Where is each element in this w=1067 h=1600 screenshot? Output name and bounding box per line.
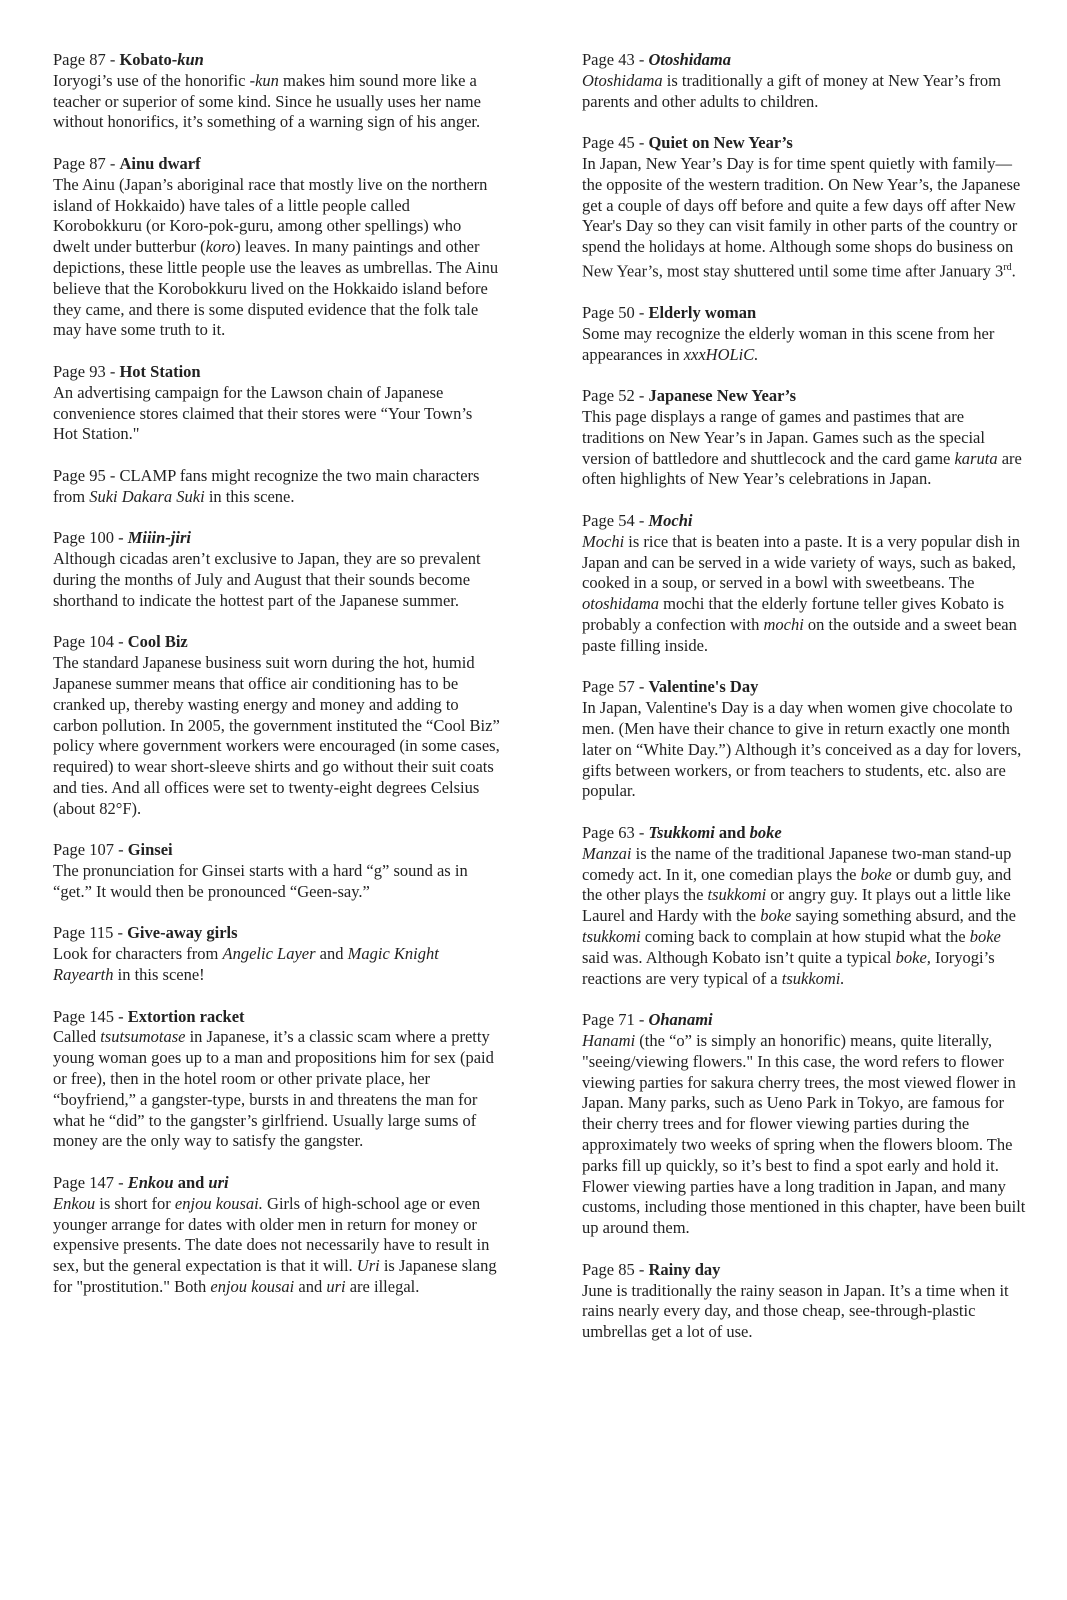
note-page-52-japanese-new-year-s [582, 386, 1027, 490]
note-page-63-tsukkomi-and-boke [582, 823, 1027, 989]
text-run: is Japanese slang for "prostitution." Both [53, 1256, 497, 1297]
text-run: are illegal. [345, 1277, 420, 1297]
italic-text: tsukkomi [707, 885, 767, 905]
note-page-100-miiin-jiri [53, 528, 501, 611]
italic-text: koro [205, 237, 236, 257]
separator: - [105, 50, 120, 69]
text-run: The Ainu (Japan’s aboriginal race that mostly live on the northern island of Hokkaido) have tales of a little people called Korobokkuru (or Koro-pok-guru, among other spellings) who dwelt under butterbur ( [53, 174, 488, 257]
separator: - [113, 840, 128, 860]
italic-text: Ohanami [648, 1010, 713, 1030]
italic-text: boke [860, 864, 892, 884]
italic-text: tsutsumotase [100, 1027, 186, 1047]
separator: - [634, 1010, 649, 1030]
italic-text: Magic Knight Rayearth [53, 944, 439, 985]
text-run: . [1011, 261, 1016, 281]
italic-text: Suki Dakara Suki [89, 486, 205, 506]
note-page-45-quiet-on-new-year-s [582, 133, 1027, 282]
note-title [119, 50, 203, 69]
note-body [53, 861, 501, 903]
note-body [582, 407, 1027, 490]
separator: - [634, 303, 649, 323]
note-heading [53, 362, 501, 383]
text-run: Quiet on New Year’s [648, 133, 793, 153]
note-heading [53, 466, 501, 508]
note-title [119, 154, 200, 173]
italic-text: Miiin-jiri [127, 528, 191, 548]
note-title [648, 1010, 712, 1029]
note-body [582, 844, 1027, 990]
italic-text: Otoshidama [582, 70, 663, 90]
text-run: Japanese New Year’s [648, 386, 797, 406]
note-title [648, 386, 796, 405]
italic-text: boke [760, 906, 792, 926]
separator: - [634, 50, 649, 69]
text-run: is short for [95, 1193, 175, 1213]
separator: - [634, 677, 649, 697]
page-reference: Page 95 [53, 465, 106, 485]
note-body [53, 1194, 501, 1298]
page-reference: Page 45 [582, 133, 635, 153]
text-run: and [294, 1277, 327, 1297]
text-run: and [315, 944, 348, 964]
italic-text: boke [969, 926, 1001, 946]
page-reference: Page 107 [53, 840, 114, 860]
note-title [128, 840, 173, 859]
text-run: In Japan, Valentine's Day is a day when women give chocolate to men. (Men have their chance to give in return exactly one month later on “White Day.”) Although it’s conceived as a day for lovers, gifts between workers, or from teachers to students, etc. also are popular. [582, 698, 1022, 801]
text-run: and [173, 1173, 209, 1193]
note-page-54-mochi [582, 511, 1027, 657]
text-run: said was. Although Kobato isn’t quite a typical [582, 947, 896, 967]
note-page-104-cool-biz [53, 632, 501, 819]
italic-text: Uri [356, 1256, 380, 1276]
note-body [582, 71, 1027, 113]
note-page-115-give-away-girls [53, 923, 501, 985]
text-run: This page displays a range of games and pastimes that are traditions on New Year’s in Japan. Games such as the special version of battledore and shuttlecock and the card game [582, 407, 985, 468]
note-heading [582, 511, 1027, 532]
note-title [648, 677, 758, 696]
text-run: Ioryogi’s reactions are very typical of a [582, 947, 995, 988]
italic-text: Angelic Layer [222, 944, 316, 964]
note-title [648, 133, 792, 152]
note-body [582, 698, 1027, 802]
separator: - [105, 465, 120, 485]
separator: - [634, 386, 649, 406]
separator: - [113, 923, 128, 943]
note-title [127, 923, 237, 942]
text-run: Valentine's Day [648, 677, 759, 697]
italic-text: uri [208, 1173, 229, 1193]
text-run: coming back to complain at how stupid what the [640, 926, 970, 946]
note-heading [582, 50, 1027, 71]
note-body [53, 383, 501, 445]
text-run: Hot Station [119, 361, 201, 381]
page-reference: Page 104 [53, 632, 114, 652]
page-reference: Page 50 [582, 303, 635, 323]
note-heading [582, 677, 1027, 698]
page-reference: Page 71 [582, 1010, 635, 1030]
text-run: Extortion racket [127, 1006, 245, 1026]
note-heading [582, 1260, 1027, 1281]
page-reference: Page 145 [53, 1006, 114, 1026]
note-page-145-extortion-racket [53, 1007, 501, 1153]
text-run: Girls of high-school age or even younger arrange for dates with older men in return for money or expensive presents. The date does not necessarily have to result in sex, but the general expectation is that it will. [53, 1193, 490, 1276]
note-body [582, 154, 1027, 282]
note-heading [53, 1007, 501, 1028]
page-reference: Page 63 [582, 822, 635, 842]
note-title [648, 50, 731, 69]
text-run: Ginsei [127, 840, 173, 860]
text-run: is rice that is beaten into a paste. It is a very popular dish in Japan and can be served in a wide variety of ways, such as baked, cooked in a soup, or served in a bowl with sweetbeans. The [582, 531, 1021, 593]
note-body [582, 1031, 1027, 1239]
text-run: Some may recognize the elderly woman in this scene from her appearances in [582, 323, 995, 364]
text-run: CLAMP fans might recognize the two main characters from [53, 465, 480, 506]
page-reference: Page 100 [53, 528, 114, 548]
note-page-71-ohanami [582, 1010, 1027, 1239]
italic-text: uri [326, 1277, 346, 1297]
italic-text: Mochi [648, 511, 693, 531]
note-page-147-enkou-and-uri [53, 1173, 501, 1298]
text-run: June is traditionally the rainy season in Japan. It’s a time when it rains nearly every day, and those cheap, see-through-plastic umbrellas get a lot of use. [582, 1280, 1009, 1342]
note-body [582, 324, 1027, 366]
right-column [582, 50, 1027, 1600]
text-run: saying something absurd, and the [791, 906, 1016, 926]
page-reference: Page 57 [582, 677, 635, 697]
text-run: In Japan, New Year’s Day is for time spent quietly with family—the opposite of the western tradition. On New Year’s, the Japanese get a couple of days off before and quite a few days off after New Year's Day so they can visit family in other parts of the country or spend the holidays at home. Although some shops do business on New Year’s, most stay shuttered until some time after January 3 [582, 153, 1021, 281]
note-heading [53, 154, 501, 175]
page-reference: Page 93 [53, 361, 106, 381]
note-page-57-valentine-s-day [582, 677, 1027, 802]
page-reference: Page 147 [53, 1173, 114, 1193]
note-page-93-hot-station [53, 362, 501, 445]
italic-text: Mochi [582, 531, 625, 551]
separator: - [105, 361, 120, 381]
italic-text: tsukkomi [582, 926, 641, 946]
note-heading [53, 528, 501, 549]
italic-text: Enkou [127, 1173, 174, 1193]
note-body [582, 532, 1027, 657]
note-title [128, 528, 191, 547]
text-run: in Japanese, it’s a classic scam where a pretty young woman goes up to a man and propositions him for sex (paid or free), then in the hotel room or other private place, her “boyfriend,” a gangster-type, bursts in and threatens the man for what he “did” to the gangster’s girlfriend. Usually large sums of money are the only way to satisfy the gangster. [53, 1027, 494, 1151]
note-heading [53, 923, 501, 944]
note-title [648, 511, 692, 530]
note-page-87-kobato-kun [53, 50, 501, 133]
note-page-50-elderly-woman [582, 303, 1027, 365]
note-page-95-entry [53, 466, 501, 508]
text-run: mochi that the elderly fortune teller gives Kobato is probably a confection with [582, 594, 1005, 635]
note-title [128, 1007, 245, 1026]
italic-text: Enkou [53, 1193, 96, 1213]
text-run: makes him sound more like a teacher or superior of some kind. Since he usually uses her name without honorifics, it’s something of a warning sign of his anger. [53, 70, 481, 132]
note-heading [53, 1173, 501, 1194]
left-column [53, 50, 501, 1600]
separator: - [113, 632, 128, 652]
separator: - [105, 153, 120, 173]
note-heading [582, 386, 1027, 407]
note-title [648, 823, 781, 842]
note-body [53, 549, 501, 611]
note-title [128, 1173, 229, 1192]
text-run: Give-away girls [127, 923, 238, 943]
text-run: on the outside and a sweet bean paste filling inside. [582, 615, 1017, 655]
italic-text: kun [177, 50, 204, 69]
page-reference: Page 85 [582, 1259, 635, 1279]
note-title [648, 303, 756, 322]
note-title [128, 632, 188, 651]
text-run: Called [53, 1027, 101, 1047]
separator: - [634, 133, 649, 153]
text-run: in this scene! [113, 965, 205, 985]
text-run: Although cicadas aren’t exclusive to Japan, they are so prevalent during the months of July and August that their sounds become shorthand to indicate the hottest part of the Japanese summer. [53, 549, 481, 610]
note-heading [582, 1010, 1027, 1031]
note-body [53, 653, 501, 819]
text-run: Kobato- [119, 50, 178, 69]
page-reference: Page 54 [582, 511, 635, 531]
separator: - [634, 511, 649, 531]
text-run: is traditionally a gift of money at New Year’s from parents and other adults to children. [582, 70, 1002, 111]
page-reference: Page 52 [582, 386, 635, 406]
text-run: Ioryogi’s use of the honorific [53, 70, 250, 90]
note-body [53, 175, 501, 341]
italic-text: mochi [763, 615, 804, 635]
text-run: Rainy day [648, 1259, 721, 1279]
page-reference: Page 87 [53, 153, 106, 173]
note-body [53, 1027, 501, 1152]
text-run: rd [1003, 261, 1012, 273]
text-run: in this scene. [204, 486, 295, 506]
note-page-43-otoshidama [582, 50, 1027, 112]
italic-text: karuta [954, 448, 998, 468]
note-page-87-ainu-dwarf [53, 154, 501, 341]
text-run: (the “o” is simply an honorific) means, quite literally, "seeing/viewing flowers." In this case, the word refers to flower viewing parties for sakura cherry trees, the most viewed flower in Japan. Many parks, such as Ueno Park in Tokyo, are famous for their cherry trees and for flower viewing parties during the approximately two weeks of spring when the flowers bloom. The parks fill up quickly, so it’s best to find a spot early and hold it. Flower viewing parties have a long tradition in Japan, and many customs, including those mentioned in this chapter, have been built up around them. [582, 1030, 1026, 1238]
note-heading [53, 50, 501, 71]
italic-text: enjou kousai [210, 1277, 295, 1297]
note-title [119, 362, 200, 381]
italic-text: Otoshidama [648, 50, 731, 69]
italic-text: Manzai [582, 843, 632, 863]
separator: - [113, 1173, 128, 1193]
text-run: and [714, 822, 750, 842]
note-page-107-ginsei [53, 840, 501, 902]
text-run: The pronunciation for Ginsei starts with a hard “g” sound as in “get.” It would then be pronounced “Geen-say.” [53, 861, 468, 901]
text-run: or angry guy. It plays out a little like Laurel and Hardy with the [582, 885, 1011, 926]
italic-text: otoshidama [582, 594, 660, 614]
note-body [53, 944, 501, 986]
text-run: are often highlights of New Year’s celebrations in Japan. [582, 448, 1022, 489]
italic-text: Hanami [582, 1030, 636, 1050]
note-heading [582, 303, 1027, 324]
note-body [582, 1281, 1027, 1343]
italic-text: boke [749, 822, 782, 842]
text-run: is the name of the traditional Japanese two-man stand-up comedy act. In it, one comedian plays the [582, 843, 1012, 884]
separator: - [113, 528, 128, 548]
text-run: Look for characters from [53, 944, 223, 964]
text-run: or dumb guy, and the other plays the [582, 864, 1012, 905]
text-run: Cool Biz [127, 632, 188, 652]
text-run: Ainu dwarf [119, 153, 201, 173]
note-heading [53, 840, 501, 861]
italic-text: boke, [895, 947, 931, 967]
text-run: An advertising campaign for the Lawson chain of Japanese convenience stores claimed that their stores were “Your Town’s Hot Station." [53, 382, 473, 444]
text-run: The standard Japanese business suit worn during the hot, humid Japanese summer means that office air conditioning has to be cranked up, thereby wasting energy and money and adding to carbon pollution. In 2005, the government instituted the “Cool Biz” policy where government workers were encouraged (in some cases, required) to wear short-sleeve shirts and go without their suit coats and ties. And all offices were set to twenty-eight degrees Celsius (about 82°F). [53, 653, 500, 818]
note-body [53, 71, 501, 133]
italic-text: Tsukkomi [648, 822, 715, 842]
note-page-85-rainy-day [582, 1260, 1027, 1343]
separator: - [113, 1006, 128, 1026]
italic-text: enjou kousai. [174, 1193, 263, 1213]
text-run: Elderly woman [648, 303, 757, 323]
page-reference: Page 87 [53, 50, 106, 69]
page-reference: Page 115 [53, 923, 114, 943]
page-reference: Page 43 [582, 50, 635, 69]
italic-text: -kun [249, 70, 279, 90]
note-heading [582, 133, 1027, 154]
separator: - [634, 1259, 649, 1279]
note-heading [582, 823, 1027, 844]
note-heading [53, 632, 501, 653]
separator: - [634, 822, 649, 842]
text-run: ) leaves. In many paintings and other depictions, these little people use the leaves as umbrellas. The Ainu believe that the Korobokkuru lived on the Hokkaido island before they came, and there is some disputed evidence that the folk tale may have some truth to it. [53, 237, 499, 340]
note-title [648, 1260, 720, 1279]
italic-text: tsukkomi. [781, 968, 845, 988]
italic-text: xxxHOLiC. [683, 344, 759, 364]
